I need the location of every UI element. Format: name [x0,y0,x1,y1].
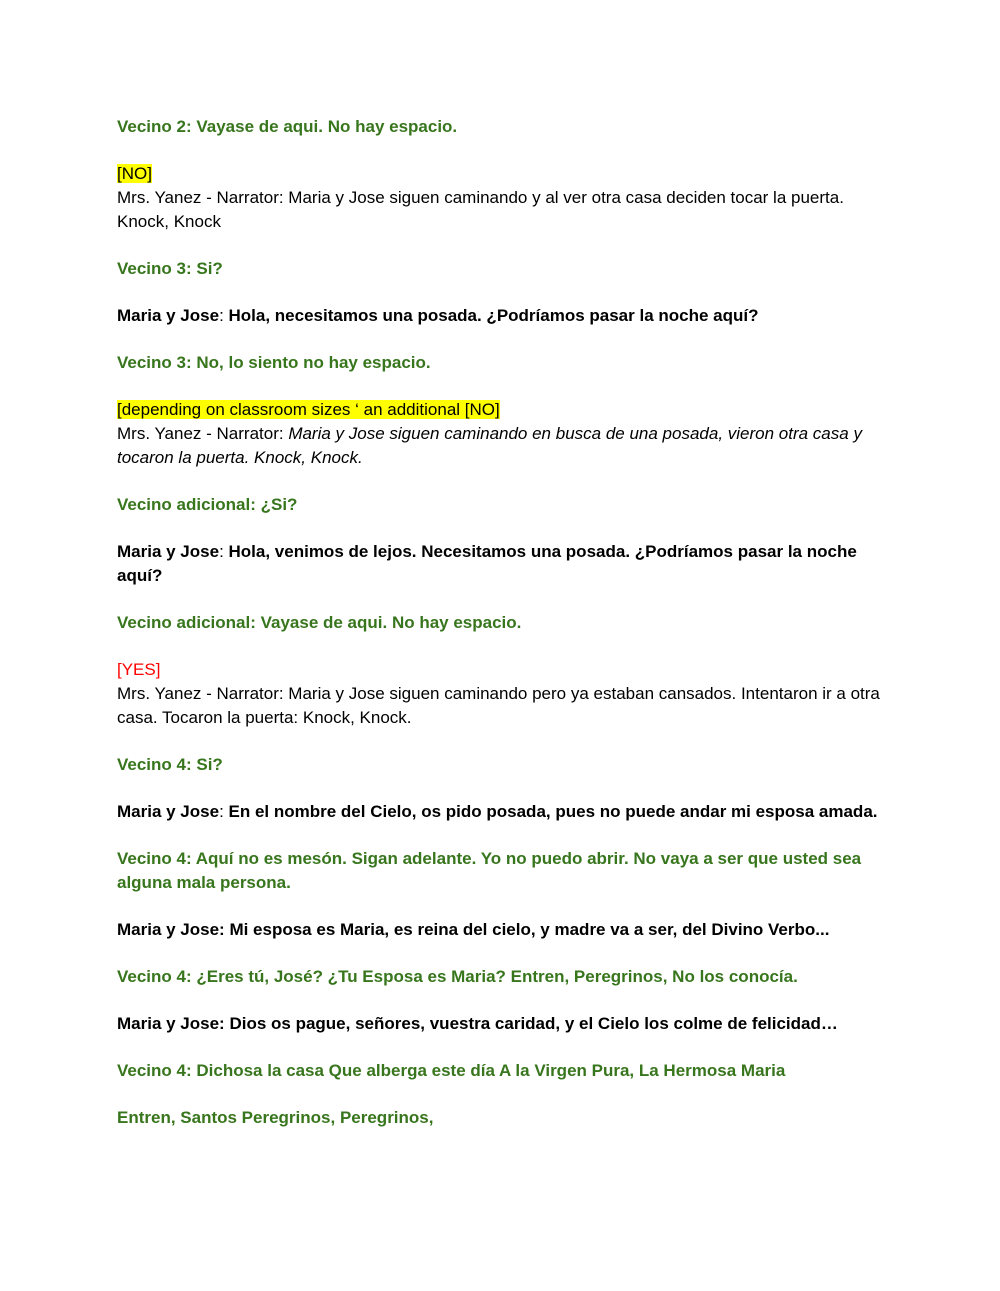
speaker-colon-2: : [219,542,229,561]
line-vecino4-meson: Vecino 4: Aquí no es mesón. Sigan adelante. Yo no puedo abrir. No vaya a ser que usted sea alguna mala persona. [117,849,862,892]
line-maria-jose-5: Maria y Jose: Dios os pague, señores, vuestra caridad, y el Cielo los colme de felicidad… [117,1014,838,1033]
narrator-line-2 [117,422,887,470]
narrator-line-3: Mrs. Yanez - Narrator: Maria y Jose siguen caminando pero ya estaban cansados. Intentaron ir a otra casa. Tocaron la puerta: Knock, Knock. [117,684,880,727]
speaker-maria-jose-3: Maria y Jose [117,802,220,821]
line-maria-jose-4: Maria y Jose: Mi esposa es Maria, es reina del cielo, y madre va a ser, del Divino Verbo... [117,920,830,939]
line-entren: Entren, Santos Peregrinos, Peregrinos, [117,1108,434,1127]
line-vecino3-no: Vecino 3: No, lo siento no hay espacio. [117,353,431,372]
dialogue-maria-jose-1: Hola, necesitamos una posada. ¿Podríamos pasar la noche aquí? [228,306,759,325]
line-vecino-adicional-no: Vecino adicional: Vayase de aqui. No hay espacio. [117,613,522,632]
narrator-line-1: Mrs. Yanez - Narrator: Maria y Jose siguen caminando y al ver otra casa deciden tocar la puerta. Knock, Knock [117,188,844,231]
tag-depending: [depending on classroom sizes ‘ an additional [NO] [117,400,500,419]
dialogue-maria-jose-2: Hola, venimos de lejos. Necesitamos una posada. ¿Podríamos pasar la noche aquí? [117,542,857,585]
line-vecino-adicional-si: Vecino adicional: ¿Si? [117,495,298,514]
line-maria-jose-1 [117,304,887,328]
speaker-colon-1: : [219,306,229,325]
speaker-maria-jose-1: Maria y Jose [117,306,220,325]
tag-depending-line [117,398,887,422]
line-vecino4-dichosa: Vecino 4: Dichosa la casa Que alberga este día A la Virgen Pura, La Hermosa Maria [117,1061,786,1080]
dialogue-maria-jose-3: En el nombre del Cielo, os pido posada, pues no puede andar mi esposa amada. [228,802,878,821]
tag-no-1-line [117,162,887,186]
script-document [117,115,887,1130]
line-maria-jose-3 [117,800,887,824]
line-vecino4-eres: Vecino 4: ¿Eres tú, José? ¿Tu Esposa es Maria? Entren, Peregrinos, No los conocía. [117,967,798,986]
line-maria-jose-2 [117,540,887,588]
speaker-maria-jose-2: Maria y Jose [117,542,220,561]
narrator-label-2: Mrs. Yanez - Narrator: [117,424,289,443]
line-vecino2-no-space: Vecino 2: Vayase de aqui. No hay espacio. [117,117,458,136]
narrator-text-2: Maria y Jose siguen caminando en busca de una posada, vieron otra casa y tocaron la puerta. Knock, Knock. [117,424,862,467]
tag-yes: [YES] [117,660,161,679]
line-vecino3-si: Vecino 3: Si? [117,259,223,278]
speaker-colon-3: : [219,802,229,821]
tag-no-1: [NO] [117,164,152,183]
line-vecino4-si: Vecino 4: Si? [117,755,223,774]
